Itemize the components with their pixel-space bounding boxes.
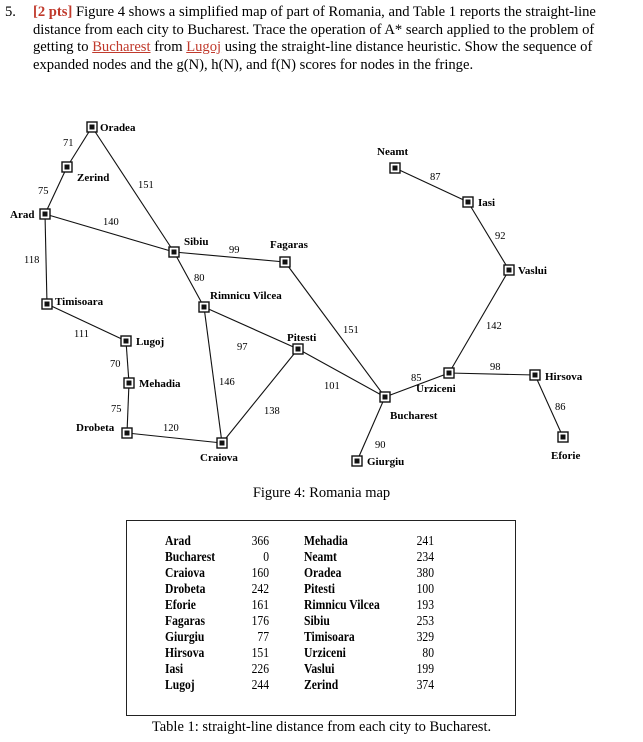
- city-marker-drobeta[interactable]: [122, 428, 132, 438]
- city-marker-bucharest[interactable]: [380, 392, 390, 402]
- distance-mehadia-drobeta: 75: [111, 404, 122, 415]
- distance-bucharest-giurgiu: 90: [375, 440, 386, 451]
- table-cell-value: 234: [416, 549, 434, 564]
- distance-sibiu-rimnicu: 80: [194, 273, 205, 284]
- table-cell-value: 0: [263, 549, 269, 564]
- city-label-lugoj: Lugoj: [136, 336, 165, 348]
- table-cell-city: Hirsova: [165, 645, 205, 660]
- table-cell-city: Drobeta: [165, 581, 206, 596]
- problem-number: 5.: [5, 4, 16, 20]
- road-rimnicu-craiova: [204, 307, 222, 443]
- city-label-arad: Arad: [10, 209, 35, 221]
- city-label-vaslui: Vaslui: [518, 265, 547, 277]
- points-badge: [2 pts]: [33, 4, 73, 20]
- figure-caption: Figure 4: Romania map: [252, 485, 391, 501]
- city-label-timisoara: Timisoara: [55, 296, 104, 308]
- city-marker-rimnicu[interactable]: [199, 302, 209, 312]
- table-cell-value: 151: [251, 645, 269, 660]
- road-mehadia-drobeta: [127, 383, 129, 433]
- table-cell-value: 253: [416, 613, 434, 628]
- distance-arad-sibiu: 140: [103, 217, 119, 228]
- distance-rimnicu-pitesti: 97: [237, 342, 248, 353]
- table-cell-value: 199: [416, 661, 434, 676]
- table-cell-value: 329: [416, 629, 434, 644]
- table-cell-value: 366: [251, 533, 269, 548]
- table-cell-value: 244: [251, 677, 269, 692]
- road-oradea-sibiu: [92, 127, 174, 252]
- distance-zerind-arad: 75: [38, 186, 49, 197]
- road-rimnicu-pitesti: [204, 307, 298, 349]
- city-marker-urziceni[interactable]: [444, 368, 454, 378]
- city-label-oradea: Oradea: [100, 122, 136, 134]
- table-cell-value: 160: [251, 565, 269, 580]
- table-right-values: [402, 533, 434, 693]
- city-marker-fagaras[interactable]: [280, 257, 290, 267]
- distance-drobeta-craiova: 120: [163, 423, 179, 434]
- table-cell-value: 77: [257, 629, 269, 644]
- table-cell-value: 176: [251, 613, 269, 628]
- city-marker-arad[interactable]: [40, 209, 50, 219]
- table-cell-city: Mehadia: [304, 533, 348, 548]
- city-label-fagaras: Fagaras: [270, 239, 308, 251]
- city-label-sibiu: Sibiu: [184, 236, 209, 248]
- city-marker-giurgiu[interactable]: [352, 456, 362, 466]
- table-left-values: [239, 533, 269, 693]
- heuristic-table: [126, 520, 516, 716]
- distance-hirsova-eforie: 86: [555, 402, 566, 413]
- table-cell-city: Rimnicu Vilcea: [304, 597, 380, 612]
- table-cell-city: Urziceni: [304, 645, 346, 660]
- city-marker-neamt[interactable]: [390, 163, 400, 173]
- table-cell-city: Iasi: [165, 661, 184, 676]
- city-marker-pitesti[interactable]: [293, 344, 303, 354]
- city-marker-craiova[interactable]: [217, 438, 227, 448]
- city-label-pitesti: Pitesti: [287, 332, 317, 344]
- table-cell-city: Neamt: [304, 549, 337, 564]
- distance-rimnicu-craiova: 146: [219, 377, 235, 388]
- city-label-eforie: Eforie: [551, 450, 581, 462]
- city-marker-oradea[interactable]: [87, 122, 97, 132]
- table-cell-city: Pitesti: [304, 581, 335, 596]
- table-cell-value: 241: [416, 533, 434, 548]
- problem-text-part-2: from: [150, 39, 187, 55]
- road-lugoj-mehadia: [126, 341, 129, 383]
- city-marker-zerind[interactable]: [62, 162, 72, 172]
- distance-vaslui-iasi: 92: [495, 231, 506, 242]
- distance-oradea-zerind: 71: [63, 138, 74, 149]
- city-label-iasi: Iasi: [478, 197, 496, 209]
- distance-bucharest-urziceni: 85: [411, 373, 422, 384]
- city-label-zerind: Zerind: [77, 172, 110, 184]
- table-left-cities: [165, 533, 222, 693]
- table-cell-city: Arad: [165, 533, 191, 548]
- map-roads: [45, 127, 563, 461]
- table-cell-city: Sibiu: [304, 613, 330, 628]
- lugoj-link[interactable]: Lugoj: [186, 39, 222, 55]
- distance-craiova-pitesti: 138: [264, 406, 280, 417]
- city-marker-iasi[interactable]: [463, 197, 473, 207]
- city-label-urziceni: Urziceni: [416, 383, 456, 395]
- city-marker-timisoara[interactable]: [42, 299, 52, 309]
- table-cell-city: Eforie: [165, 597, 196, 612]
- road-pitesti-bucharest: [298, 349, 385, 397]
- distance-iasi-neamt: 87: [430, 172, 441, 183]
- city-label-hirsova: Hirsova: [545, 371, 583, 383]
- table-cell-value: 100: [416, 581, 434, 596]
- city-label-neamt: Neamt: [377, 146, 409, 158]
- table-cell-value: 193: [416, 597, 434, 612]
- road-arad-timisoara: [45, 214, 47, 304]
- table-cell-city: Timisoara: [304, 629, 355, 644]
- city-marker-sibiu[interactable]: [169, 247, 179, 257]
- distance-lugoj-mehadia: 70: [110, 359, 121, 370]
- distance-pitesti-bucharest: 101: [324, 381, 340, 392]
- table-cell-city: Fagaras: [165, 613, 205, 628]
- city-label-bucharest: Bucharest: [390, 410, 438, 422]
- city-marker-hirsova[interactable]: [530, 370, 540, 380]
- problem-text-part-1: Figure 4 shows a simplified map of part of Romania, and Table 1 reports the straight-line distance from each city to Bucharest. Trace the operation of A* search applied to the problem of getting to: [33, 4, 596, 55]
- table-right-cities: [304, 533, 390, 693]
- distance-arad-timisoara: 118: [24, 255, 40, 266]
- road-bucharest-giurgiu: [357, 397, 385, 461]
- table-cell-city: Bucharest: [165, 549, 216, 564]
- road-drobeta-craiova: [127, 433, 222, 443]
- distance-sibiu-fagaras: 99: [229, 245, 240, 256]
- table-cell-value: 80: [422, 645, 434, 660]
- problem-text-part-3: using the straight-line distance heuristic. Show the sequence of expanded nodes and the g(N), h(N), and f(N) scores for nodes in the fringe.: [33, 39, 593, 73]
- road-craiova-pitesti: [222, 349, 298, 443]
- table-cell-value: 242: [251, 581, 269, 596]
- city-marker-lugoj[interactable]: [121, 336, 131, 346]
- table-cell-value: 161: [251, 597, 269, 612]
- city-label-rimnicu: Rimnicu Vilcea: [210, 290, 282, 302]
- bucharest-link[interactable]: Bucharest: [92, 39, 151, 55]
- table-cell-city: Oradea: [304, 565, 342, 580]
- distance-timisoara-lugoj: 111: [74, 329, 89, 340]
- city-marker-vaslui[interactable]: [504, 265, 514, 275]
- table-cell-value: 226: [251, 661, 269, 676]
- city-label-drobeta: Drobeta: [76, 422, 115, 434]
- table-cell-value: 380: [416, 565, 434, 580]
- table-caption: Table 1: straight-line distance from each city to Bucharest.: [151, 719, 492, 735]
- city-labels: [10, 122, 583, 468]
- table-cell-city: Giurgiu: [165, 629, 205, 644]
- city-marker-eforie[interactable]: [558, 432, 568, 442]
- table-cell-city: Vaslui: [304, 661, 335, 676]
- city-label-craiova: Craiova: [200, 452, 238, 464]
- road-urziceni-hirsova: [449, 373, 535, 375]
- road-fagaras-bucharest: [285, 262, 385, 397]
- table-cell-value: 374: [416, 677, 434, 692]
- distance-urziceni-vaslui: 142: [486, 321, 502, 332]
- table-cell-city: Craiova: [165, 565, 205, 580]
- distance-urziceni-hirsova: 98: [490, 362, 501, 373]
- distance-labels: [24, 138, 566, 451]
- table-cell-city: Lugoj: [165, 677, 195, 692]
- table-cell-city: Zerind: [304, 677, 339, 692]
- distance-fagaras-bucharest: 151: [343, 325, 359, 336]
- distance-oradea-sibiu: 151: [138, 180, 154, 191]
- city-label-giurgiu: Giurgiu: [367, 456, 405, 468]
- city-label-mehadia: Mehadia: [139, 378, 181, 390]
- city-marker-mehadia[interactable]: [124, 378, 134, 388]
